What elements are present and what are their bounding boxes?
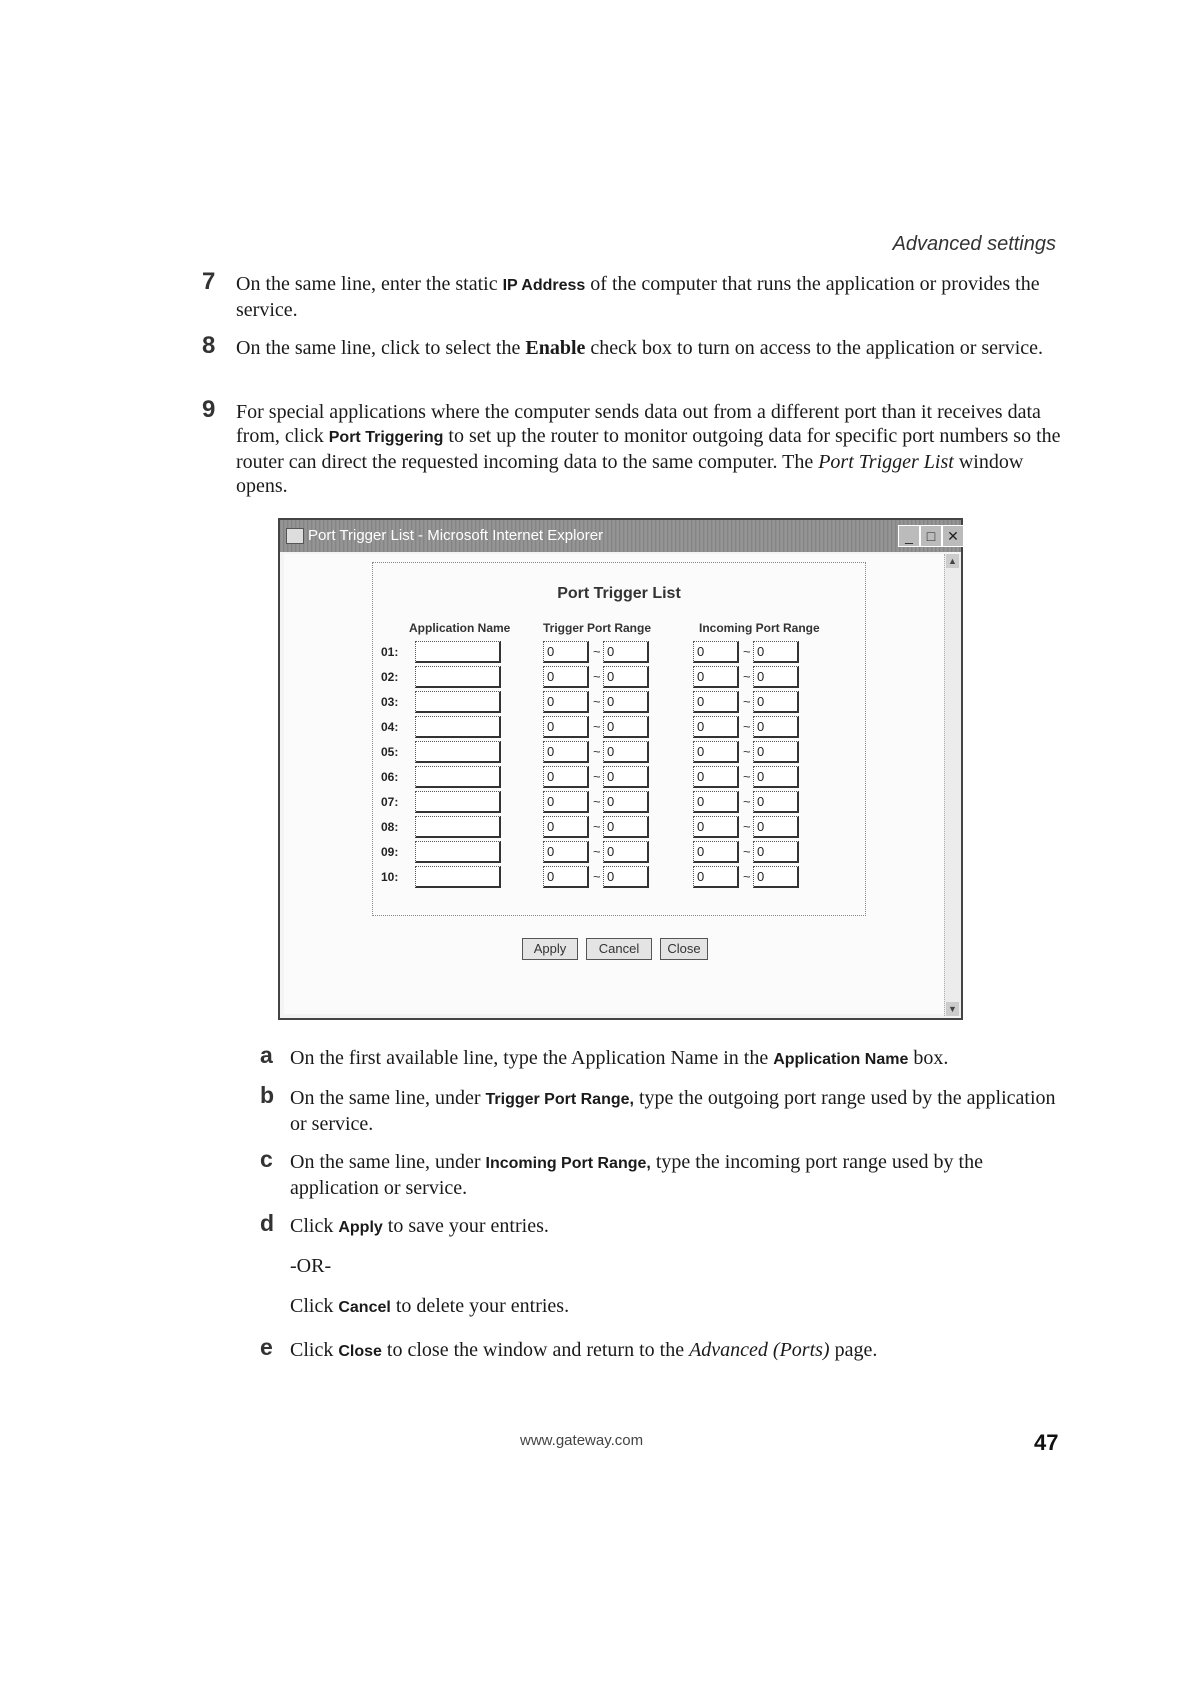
table-row [373,714,865,740]
table-row [373,839,865,865]
incoming-port-end-input[interactable]: 0 [753,666,799,688]
application-name-input[interactable] [415,766,501,788]
substep-letter: e [260,1334,273,1360]
application-name-input[interactable] [415,816,501,838]
table-row [373,739,865,765]
incoming-port-end-input[interactable]: 0 [753,841,799,863]
row-label: 05: [381,745,399,759]
window-title: Port Trigger List - Microsoft Internet Explorer [308,527,604,544]
substep-b: b On the same line, under Trigger Port Range, type the outgoing port range used by the application or service. [260,1082,1056,1135]
step-9: 9 For special applications where the computer sends data out from a different port than it receives data from, click Port Triggering to set up the router to monitor outgoing data for specific port numbers so the router can direct the requested incoming data to the same computer. The Port Trigger List window opens. [202,396,1061,497]
trigger-port-start-input[interactable]: 0 [543,666,589,688]
incoming-port-end-input[interactable]: 0 [753,716,799,738]
range-separator: ~ [743,644,751,659]
substep-letter: c [260,1146,273,1172]
trigger-port-end-input[interactable]: 0 [603,691,649,713]
incoming-port-start-input[interactable]: 0 [693,741,739,763]
trigger-port-start-input[interactable]: 0 [543,741,589,763]
step-7: 7 On the same line, enter the static IP Address of the computer that runs the application or provides the service. [202,268,1040,321]
incoming-port-end-input[interactable]: 0 [753,866,799,888]
row-label: 04: [381,720,399,734]
step-number: 7 [202,268,216,295]
application-name-input[interactable] [415,866,501,888]
apply-button[interactable]: Apply [522,938,578,960]
scroll-down-icon[interactable]: ▼ [946,1002,959,1016]
substep-a: a On the first available line, type the Application Name in the Application Name box. [260,1042,949,1069]
col-trigger-range: Trigger Port Range [543,621,652,635]
incoming-port-start-input[interactable]: 0 [693,691,739,713]
application-name-input[interactable] [415,791,501,813]
ui-term: Close [338,1343,382,1360]
table-row [373,664,865,690]
ui-term: Application Name [773,1051,909,1068]
running-header: Advanced settings [892,233,1056,255]
step-8: 8 On the same line, click to select the Enable check box to turn on access to the application or service. [202,332,1044,359]
ui-term: IP Address [502,277,586,294]
col-app-name: Application Name [409,621,511,635]
incoming-port-start-input[interactable]: 0 [693,716,739,738]
close-button[interactable]: Close [660,938,708,960]
ui-term: Incoming Port Range, [485,1155,651,1172]
window-titlebar [280,520,961,552]
trigger-port-start-input[interactable]: 0 [543,716,589,738]
port-trigger-window [278,518,963,1020]
maximize-icon[interactable]: □ [920,525,942,547]
footer-url: www.gateway.com [520,1432,644,1449]
incoming-port-end-input[interactable]: 0 [753,741,799,763]
ui-term: Port Triggering [328,429,444,446]
range-separator: ~ [593,644,601,659]
range-separator: ~ [593,769,601,784]
trigger-port-end-input[interactable]: 0 [603,741,649,763]
range-separator: ~ [743,669,751,684]
scrollbar[interactable] [944,554,961,1016]
ui-term: Apply [338,1219,383,1236]
substep-letter: a [260,1042,273,1068]
trigger-port-end-input[interactable]: 0 [603,841,649,863]
incoming-port-start-input[interactable]: 0 [693,841,739,863]
window-content [284,554,944,1014]
application-name-input[interactable] [415,641,501,663]
range-separator: ~ [593,869,601,884]
table-row [373,689,865,715]
incoming-port-start-input[interactable]: 0 [693,641,739,663]
substep-e: e Click Close to close the window and return to the Advanced (Ports) page. [260,1334,878,1361]
ui-term: Trigger Port Range, [485,1091,634,1108]
incoming-port-end-input[interactable]: 0 [753,766,799,788]
row-label: 08: [381,820,399,834]
application-name-input[interactable] [415,691,501,713]
row-label: 02: [381,670,399,684]
range-separator: ~ [593,694,601,709]
row-label: 10: [381,870,399,884]
range-separator: ~ [743,844,751,859]
minimize-icon[interactable]: _ [898,525,920,547]
trigger-port-start-input[interactable]: 0 [543,641,589,663]
ui-term: Cancel [338,1299,391,1316]
port-trigger-panel [372,562,866,916]
ie-icon [286,528,304,544]
table-row [373,789,865,815]
trigger-port-start-input[interactable]: 0 [543,866,589,888]
trigger-port-end-input[interactable]: 0 [603,816,649,838]
trigger-port-start-input[interactable]: 0 [543,691,589,713]
range-separator: ~ [743,769,751,784]
page-number: 47 [1034,1430,1059,1455]
incoming-port-start-input[interactable]: 0 [693,666,739,688]
application-name-input[interactable] [415,841,501,863]
substep-d: d Click Apply to save your entries. [260,1210,549,1237]
incoming-port-start-input[interactable]: 0 [693,866,739,888]
range-separator: ~ [743,719,751,734]
substep-d-alt: Click Cancel to delete your entries. [290,1295,570,1317]
trigger-port-start-input[interactable]: 0 [543,841,589,863]
step-number: 9 [202,396,216,423]
scroll-up-icon[interactable]: ▲ [946,554,959,568]
range-separator: ~ [593,719,601,734]
trigger-port-start-input[interactable]: 0 [543,816,589,838]
range-separator: ~ [593,819,601,834]
substep-letter: b [260,1082,275,1108]
row-label: 03: [381,695,399,709]
trigger-port-end-input[interactable]: 0 [603,666,649,688]
range-separator: ~ [593,669,601,684]
incoming-port-end-input[interactable]: 0 [753,816,799,838]
trigger-port-end-input[interactable]: 0 [603,866,649,888]
range-separator: ~ [743,819,751,834]
range-separator: ~ [743,694,751,709]
row-label: 07: [381,795,399,809]
range-separator: ~ [743,869,751,884]
step-number: 8 [202,332,216,359]
cancel-button[interactable]: Cancel [586,938,652,960]
trigger-port-end-input[interactable]: 0 [603,791,649,813]
substep-c: c On the same line, under Incoming Port Range, type the incoming port range used by the application or service. [260,1146,983,1199]
row-label: 01: [381,645,399,659]
incoming-port-end-input[interactable]: 0 [753,641,799,663]
incoming-port-start-input[interactable]: 0 [693,791,739,813]
trigger-port-end-input[interactable]: 0 [603,641,649,663]
application-name-input[interactable] [415,741,501,763]
incoming-port-end-input[interactable]: 0 [753,791,799,813]
trigger-port-start-input[interactable]: 0 [543,766,589,788]
incoming-port-start-input[interactable]: 0 [693,766,739,788]
table-row [373,639,865,665]
row-label: 09: [381,845,399,859]
trigger-port-start-input[interactable]: 0 [543,791,589,813]
col-incoming-range: Incoming Port Range [699,621,820,635]
panel-title: Port Trigger List [557,585,681,602]
range-separator: ~ [743,744,751,759]
or-separator: -OR- [290,1255,332,1277]
application-name-input[interactable] [415,716,501,738]
ui-term: Enable [525,337,586,359]
range-separator: ~ [593,794,601,809]
incoming-port-start-input[interactable]: 0 [693,816,739,838]
range-separator: ~ [593,844,601,859]
range-separator: ~ [743,794,751,809]
row-label: 06: [381,770,399,784]
table-row [373,864,865,890]
close-icon[interactable]: ✕ [942,525,964,547]
table-row [373,764,865,790]
incoming-port-end-input[interactable]: 0 [753,691,799,713]
application-name-input[interactable] [415,666,501,688]
range-separator: ~ [593,744,601,759]
trigger-port-end-input[interactable]: 0 [603,716,649,738]
substep-letter: d [260,1210,275,1236]
table-row [373,814,865,840]
trigger-port-end-input[interactable]: 0 [603,766,649,788]
